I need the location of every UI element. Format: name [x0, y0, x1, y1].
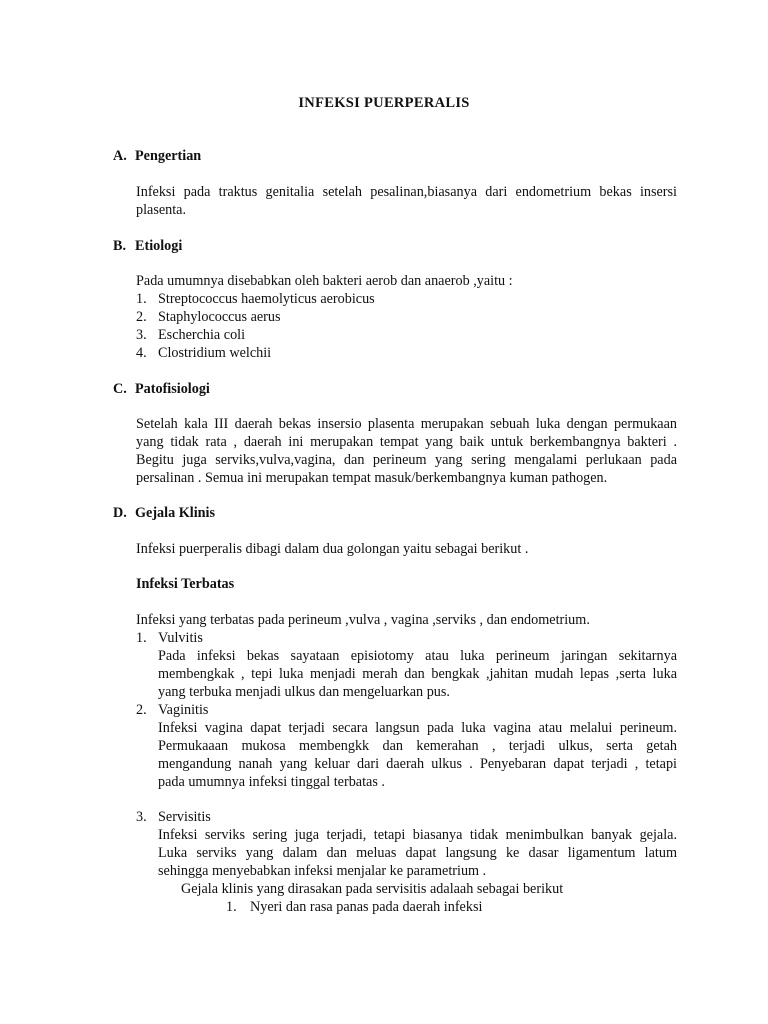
terbatas-intro: Infeksi yang terbatas pada perineum ,vulva , vagina ,serviks , dan endometrium.: [136, 612, 590, 628]
subheading-infeksi-terbatas: Infeksi Terbatas: [136, 576, 235, 592]
section-heading-pengertian: [113, 147, 201, 165]
vaginitis-line: Infeksi vagina dapat terjadi secara langsun pada luka vagina atau melalui perineum.: [158, 720, 677, 736]
list-item-servisitis: [136, 808, 211, 826]
etiologi-intro: Pada umumnya disebabkan oleh bakteri aerob dan anaerob ,yaitu :: [136, 273, 513, 289]
list-text: Nyeri dan rasa panas pada daerah infeksi: [250, 899, 483, 915]
section-title: Etiologi: [135, 238, 183, 254]
section-letter: A.: [113, 148, 127, 164]
list-text: Vulvitis: [158, 630, 203, 646]
list-item-vulvitis: [136, 629, 203, 647]
vulvitis-line: yang terbuka menjadi ulkus dan mengeluarkan pus.: [158, 684, 450, 700]
list-text: Escherchia coli: [158, 327, 246, 343]
servisitis-line: Infeksi serviks sering juga terjadi, tetapi biasanya tidak menimbulkan banyak gejala.: [158, 827, 677, 843]
patofisiologi-line: Begitu juga serviks,vulva,vagina, dan perineum yang sering mengalami perlukaan pada: [136, 452, 677, 468]
vulvitis-line: membengkak , tepi luka menjadi merah dan bengkak ,jahitan mudah lepas ,serta luka: [158, 666, 677, 682]
section-letter: B.: [113, 238, 127, 254]
patofisiologi-line: Setelah kala III daerah bekas insersio plasenta merupakan sebuah luka dengan permukaan: [136, 416, 677, 432]
list-item: [136, 344, 271, 362]
section-title: Pengertian: [135, 148, 202, 164]
list-item: [136, 326, 245, 344]
list-text: Clostridium welchii: [158, 345, 272, 361]
list-text: Staphylococcus aerus: [158, 309, 281, 325]
list-item: [226, 898, 482, 916]
list-number: 2.: [136, 309, 147, 325]
vulvitis-line: Pada infeksi bekas sayataan episiotomy atau luka perineum jaringan sekitarnya: [158, 648, 677, 664]
list-item-vaginitis: [136, 701, 208, 719]
vaginitis-line: mengandung nanah yang keluar dari daerah ulkus . Penyebaran dapat terjadi , tetapi: [158, 756, 677, 772]
list-item: [136, 308, 281, 326]
list-number: 1.: [136, 630, 147, 646]
section-letter: D.: [113, 505, 127, 521]
list-item: [136, 290, 375, 308]
section-title: Gejala Klinis: [135, 505, 216, 521]
servisitis-note: Gejala klinis yang dirasakan pada servisitis adalaah sebagai berikut: [181, 881, 564, 897]
list-number: 2.: [136, 702, 147, 718]
section-letter: C.: [113, 381, 127, 397]
vaginitis-line: pada umumnya infeksi tinggal terbatas .: [158, 774, 385, 790]
section-title: Patofisiologi: [135, 381, 210, 397]
list-text: Streptococcus haemolyticus aerobicus: [158, 291, 375, 307]
list-number: 1.: [136, 291, 147, 307]
section-heading-patofisiologi: [113, 380, 210, 398]
section-heading-etiologi: [113, 237, 182, 255]
servisitis-line: sehingga menyebabkan infeksi menjalar ke parametrium .: [158, 863, 487, 879]
gejala-intro: Infeksi puerperalis dibagi dalam dua golongan yaitu sebagai berikut .: [136, 541, 529, 557]
patofisiologi-line: yang tidak rata , daerah ini merupakan tempat yang baik untuk berkembangnya bakteri .: [136, 434, 677, 450]
document-title: INFEKSI PUERPERALIS: [298, 95, 470, 111]
list-text: Servisitis: [158, 809, 211, 825]
list-number: 1.: [226, 899, 237, 915]
pengertian-line: plasenta.: [136, 202, 187, 218]
list-number: 3.: [136, 327, 147, 343]
list-text: Vaginitis: [158, 702, 209, 718]
list-number: 4.: [136, 345, 147, 361]
section-heading-gejala-klinis: [113, 504, 215, 522]
patofisiologi-line: persalinan . Semua ini merupakan tempat masuk/berkembangnya kuman pathogen.: [136, 470, 608, 486]
servisitis-line: Luka serviks yang dalam dan meluas dapat langsung ke dasar ligamentum latum: [158, 845, 677, 861]
pengertian-line: Infeksi pada traktus genitalia setelah pesalinan,biasanya dari endometrium bekas insersi: [136, 184, 677, 200]
list-number: 3.: [136, 809, 147, 825]
vaginitis-line: Permukaaan mukosa membengkk dan kemerahan , terjadi ulkus, serta getah: [158, 738, 677, 754]
